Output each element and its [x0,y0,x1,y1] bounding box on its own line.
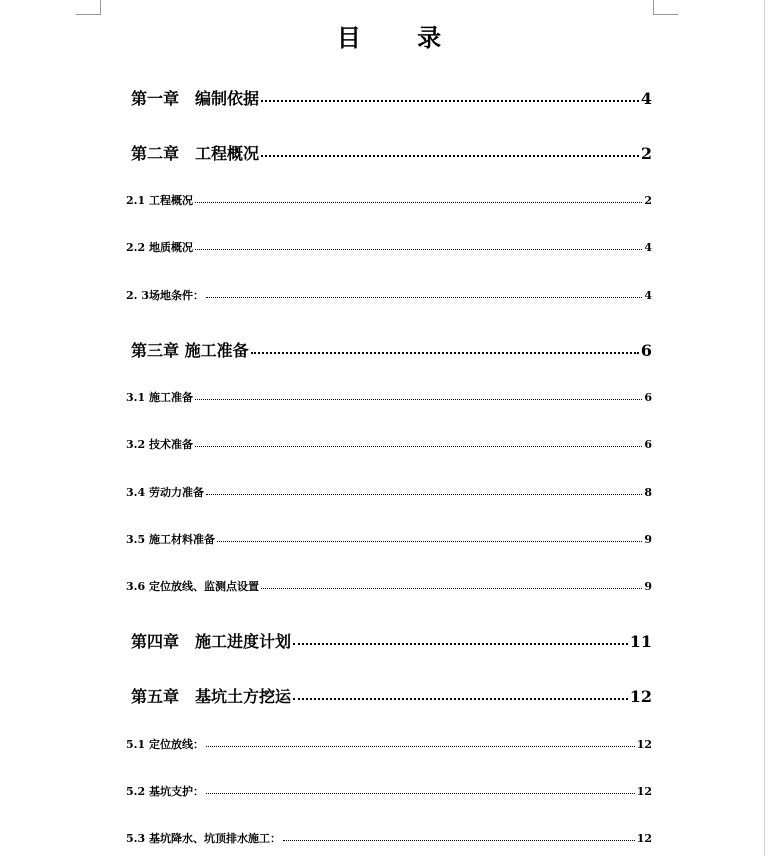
toc-entry-chapter-1[interactable] [131,86,652,109]
toc-entry-chapter-4[interactable] [131,629,652,652]
dot-leader [217,541,642,542]
toc-entry-text: 第五章 基坑土方挖运 [131,687,292,706]
toc-entry-text: 2. 3场地条件： [126,289,204,302]
dot-leader [261,100,639,102]
toc-entry-text: 3.6 定位放线、监测点设置 [126,580,259,593]
toc-entry-text: 3.2 技术准备 [126,438,193,451]
toc-entry-chapter-3[interactable] [131,338,652,361]
toc-entry-text: 第三章 施工准备 [131,341,249,360]
toc-page-number: 12 [636,785,652,798]
toc-entry-section-2-3[interactable] [126,287,652,303]
page-edge [764,0,765,856]
toc-entry-text: 2.2 地质概况 [126,241,193,254]
toc-entry-text: 3.5 施工材料准备 [126,533,215,546]
dot-leader [293,698,628,700]
toc-page-number: 6 [644,438,652,451]
dot-leader [195,399,642,400]
toc-entry-section-3-1[interactable] [126,389,652,405]
toc-page-number: 11 [629,632,652,651]
toc-entry-section-2-2[interactable] [126,239,652,255]
toc-page-number: 12 [629,687,652,706]
toc-page-number: 9 [644,580,652,593]
dot-leader [195,202,642,203]
dot-leader [261,588,642,589]
toc-page-number: 12 [636,738,652,751]
dot-leader [293,643,628,645]
toc-entry-text: 5.1 定位放线： [126,738,204,751]
toc-page-number: 2 [640,144,652,163]
toc-page-number: 6 [644,391,652,404]
crop-mark-top-left-vertical [100,0,101,15]
toc-entry-text: 第一章 编制依据 [131,89,260,108]
toc-entry-section-3-5[interactable] [126,531,652,547]
toc-page-number: 4 [640,89,652,108]
dot-leader [283,840,635,841]
crop-mark-top-right [654,14,678,15]
toc-page-number: 9 [644,533,652,546]
toc-entry-section-3-2[interactable] [126,436,652,452]
toc-entry-text: 第四章 施工进度计划 [131,632,292,651]
toc-entry-chapter-2[interactable] [131,141,652,164]
toc-entry-section-3-4[interactable] [126,484,652,500]
toc-entry-section-5-1[interactable] [126,736,652,752]
toc-entry-section-3-6[interactable] [126,578,652,594]
toc-page-number: 12 [636,832,652,845]
toc-entry-section-5-2[interactable] [126,783,652,799]
dot-leader [206,494,642,495]
toc-entry-text: 3.1 施工准备 [126,391,193,404]
dot-leader [195,446,642,447]
toc-page-number: 4 [644,241,652,254]
toc-page-number: 2 [644,194,652,207]
crop-mark-top-left [76,14,100,15]
dot-leader [261,155,639,157]
toc-page-number: 8 [644,486,652,499]
toc-entry-text: 5.3 基坑降水、坑顶排水施工： [126,832,281,845]
toc-page-number: 4 [644,289,652,302]
dot-leader [251,352,639,354]
toc-entry-chapter-5[interactable] [131,684,652,707]
toc-entry-section-2-1[interactable] [126,192,652,208]
toc-entry-text: 3.4 劳动力准备 [126,486,204,499]
toc-page-number: 6 [640,341,652,360]
dot-leader [206,297,642,298]
toc-title: 目 录 [336,23,466,52]
dot-leader [206,793,635,794]
toc-entry-text: 5.2 基坑支护： [126,785,204,798]
toc-entry-section-5-3[interactable] [126,830,652,846]
crop-mark-top-right-vertical [653,0,654,15]
toc-entry-text: 第二章 工程概况 [131,144,260,163]
toc-entry-text: 2.1 工程概况 [126,194,193,207]
dot-leader [206,746,635,747]
dot-leader [195,249,642,250]
